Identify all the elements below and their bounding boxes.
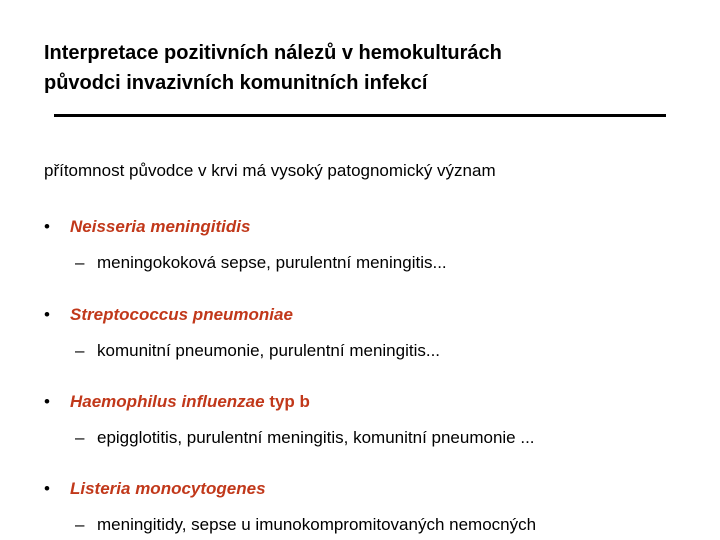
sub-bullet [44,250,704,276]
list-item [44,476,704,538]
title-line-1: Interpretace pozitivních nálezů v hemokulturách [44,42,502,64]
title-line-2: původci invazivních komunitních infekcí [44,72,428,94]
bullet-heading [44,389,704,415]
sub-bullet [44,512,704,538]
species-name: Haemophilus influenzae [70,392,265,411]
clinical-detail: meningitidy, sepse u imunokompromitovaných nemocných [97,515,537,534]
clinical-detail: epigglotitis, purulentní meningitis, komunitní pneumonie ... [97,428,535,447]
list-item [44,389,704,451]
dash-icon: – [75,428,85,447]
list-item [44,302,704,364]
organism-name [70,302,293,328]
species-name: Neisseria meningitidis [70,217,251,236]
sub-bullet [44,338,704,364]
bullet-heading [44,476,704,502]
sub-bullet [44,425,704,451]
clinical-detail: meningokoková sepse, purulentní meningitis... [97,253,447,272]
intro-statement: přítomnost původce v krvi má vysoký patognomický význam [44,161,496,180]
organism-name [70,214,250,240]
bullet-heading [44,302,704,328]
bullet-heading [44,214,704,240]
species-name: Streptococcus pneumoniae [70,305,293,324]
bullet-icon: • [44,305,50,324]
slide-title [44,38,684,98]
dash-icon: – [75,515,85,534]
title-underline-rule [54,114,666,117]
clinical-detail: komunitní pneumonie, purulentní meningitis... [97,341,441,360]
bullet-icon: • [44,479,50,498]
list-item [44,214,704,276]
organism-name [70,476,266,502]
species-name: Listeria monocytogenes [70,479,266,498]
bullet-icon: • [44,392,50,411]
organism-name [70,389,310,415]
organism-suffix: typ b [264,392,310,411]
dash-icon: – [75,341,85,360]
dash-icon: – [75,253,85,272]
bullet-icon: • [44,217,50,236]
